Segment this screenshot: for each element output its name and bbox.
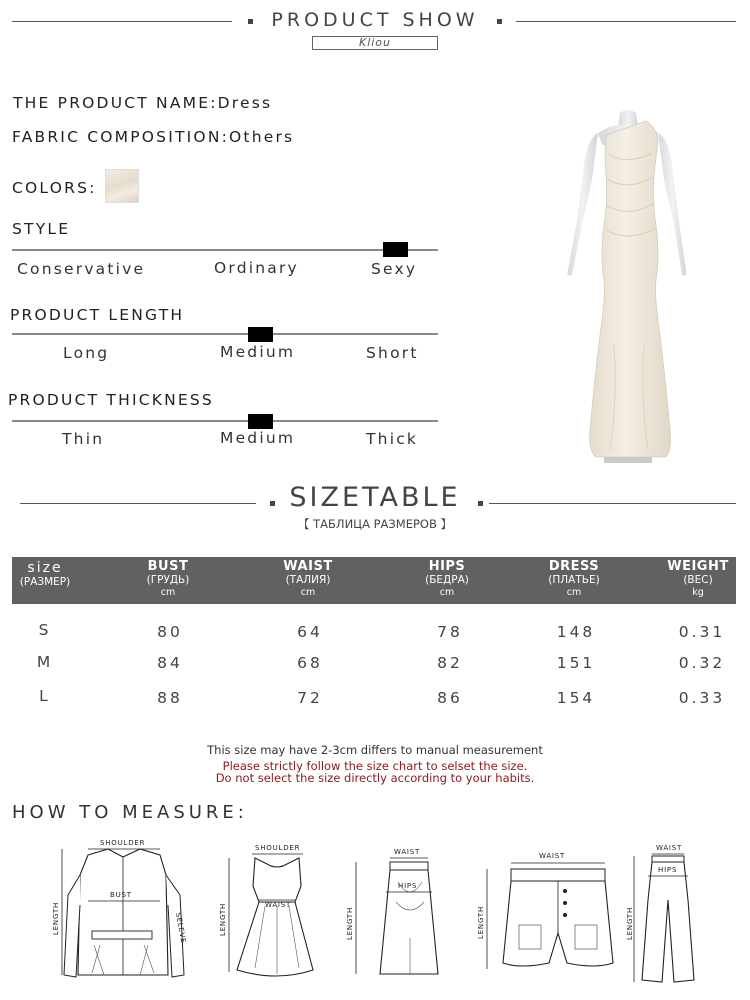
mannequin-arm-right <box>658 133 687 275</box>
label-hips: HIPS <box>658 866 678 874</box>
style-label: STYLE <box>12 220 71 238</box>
label-waist: WAIST <box>656 844 683 852</box>
cell-bust: 88 <box>157 689 183 707</box>
label-length: LENGTH <box>626 906 634 940</box>
cell-hips: 78 <box>437 623 463 641</box>
label-waist: WAIST <box>539 852 566 860</box>
label-length: LENGTH <box>346 906 354 940</box>
style-marker <box>383 242 408 257</box>
length-label: PRODUCT LENGTH <box>10 306 185 324</box>
cell-weight: 0.33 <box>678 689 726 707</box>
cell-size: S <box>38 621 52 639</box>
label-shoulder: SHOULDER <box>255 844 301 852</box>
label-sleeve: SELEVE <box>174 911 188 945</box>
col-waist: WAIST (ТАЛИЯ) cm <box>283 559 333 598</box>
cell-bust: 80 <box>157 623 183 641</box>
cell-size: M <box>36 653 54 671</box>
cell-weight: 0.31 <box>678 623 726 641</box>
label-shoulder: SHOULDER <box>100 839 146 847</box>
brand-label: Kliou <box>312 36 438 50</box>
cell-dress: 151 <box>556 654 596 672</box>
length-marker <box>248 327 273 342</box>
sizetable-subtitle: 【 ТАБЛИЦА РАЗМЕРОВ 】 <box>297 517 453 531</box>
pants-measure-diagram <box>622 840 712 988</box>
style-scale-line <box>12 249 438 251</box>
product-name: THE PRODUCT NAME:Dress <box>13 94 273 112</box>
col-bust: BUST (ГРУДЬ) cm <box>146 559 190 598</box>
how-to-measure-title: HOW TO MEASURE: <box>12 802 248 823</box>
style-option-ordinary: Ordinary <box>214 259 299 277</box>
label-hips: HIPS <box>398 882 418 890</box>
skirt-measure-diagram <box>340 842 450 982</box>
cell-bust: 84 <box>157 654 183 672</box>
label-length: LENGTH <box>52 901 60 935</box>
cell-waist: 68 <box>297 654 323 672</box>
thickness-option-thin: Thin <box>62 430 105 448</box>
cell-size: L <box>39 687 51 705</box>
length-scale-line <box>12 333 438 335</box>
cell-hips: 82 <box>437 654 463 672</box>
cell-hips: 86 <box>437 689 463 707</box>
col-weight: WEIGHT (ВЕС) kg <box>667 559 729 598</box>
col-dress: DRESS (ПЛАТЬЕ) cm <box>548 559 600 598</box>
label-length: LENGTH <box>477 905 485 939</box>
dress-measure-diagram <box>215 840 315 985</box>
length-option-medium: Medium <box>220 343 296 361</box>
cell-weight: 0.32 <box>678 654 726 672</box>
cell-dress: 148 <box>556 623 596 641</box>
col-hips: HIPS (БЕДРА) cm <box>425 559 469 598</box>
cell-waist: 64 <box>297 623 323 641</box>
note-measurement: This size may have 2-3cm differs to manual measurement <box>207 743 543 757</box>
sizetable-title: SIZETABLE <box>289 482 461 513</box>
label-waist: WAIST <box>265 901 292 909</box>
note-warning-2: Do not select the size directly according to your habits. <box>215 771 535 785</box>
length-option-short: Short <box>366 344 419 362</box>
cell-dress: 154 <box>556 689 596 707</box>
product-photo <box>548 95 708 475</box>
mannequin-base <box>604 457 652 463</box>
thickness-option-thick: Thick <box>366 430 419 448</box>
sizetable-header <box>12 557 736 604</box>
product-show-title: PRODUCT SHOW <box>271 9 479 31</box>
thickness-scale-line <box>12 420 438 422</box>
thickness-option-medium: Medium <box>220 429 296 447</box>
style-option-conservative: Conservative <box>17 260 146 278</box>
thickness-marker <box>248 414 273 429</box>
cell-waist: 72 <box>297 689 323 707</box>
style-option-sexy: Sexy <box>371 260 418 278</box>
label-length: LENGTH <box>219 902 227 936</box>
color-swatch[interactable] <box>105 169 139 203</box>
note-warning-1: Please strictly follow the size chart to selset the size. <box>222 759 528 773</box>
label-bust: BUST <box>110 891 132 899</box>
mannequin-arm-left <box>568 133 599 275</box>
fabric-composition: FABRIC COMPOSITION:Others <box>12 128 295 146</box>
length-option-long: Long <box>63 344 110 362</box>
col-size: size (РАЗМЕР) <box>19 560 71 588</box>
colors-label: COLORS: <box>12 179 97 197</box>
label-waist: WAIST <box>394 848 421 856</box>
jacket-measure-diagram <box>48 835 198 985</box>
dress-body <box>590 121 671 457</box>
thickness-label: PRODUCT THICKNESS <box>8 391 214 409</box>
shorts-measure-diagram <box>475 845 620 980</box>
